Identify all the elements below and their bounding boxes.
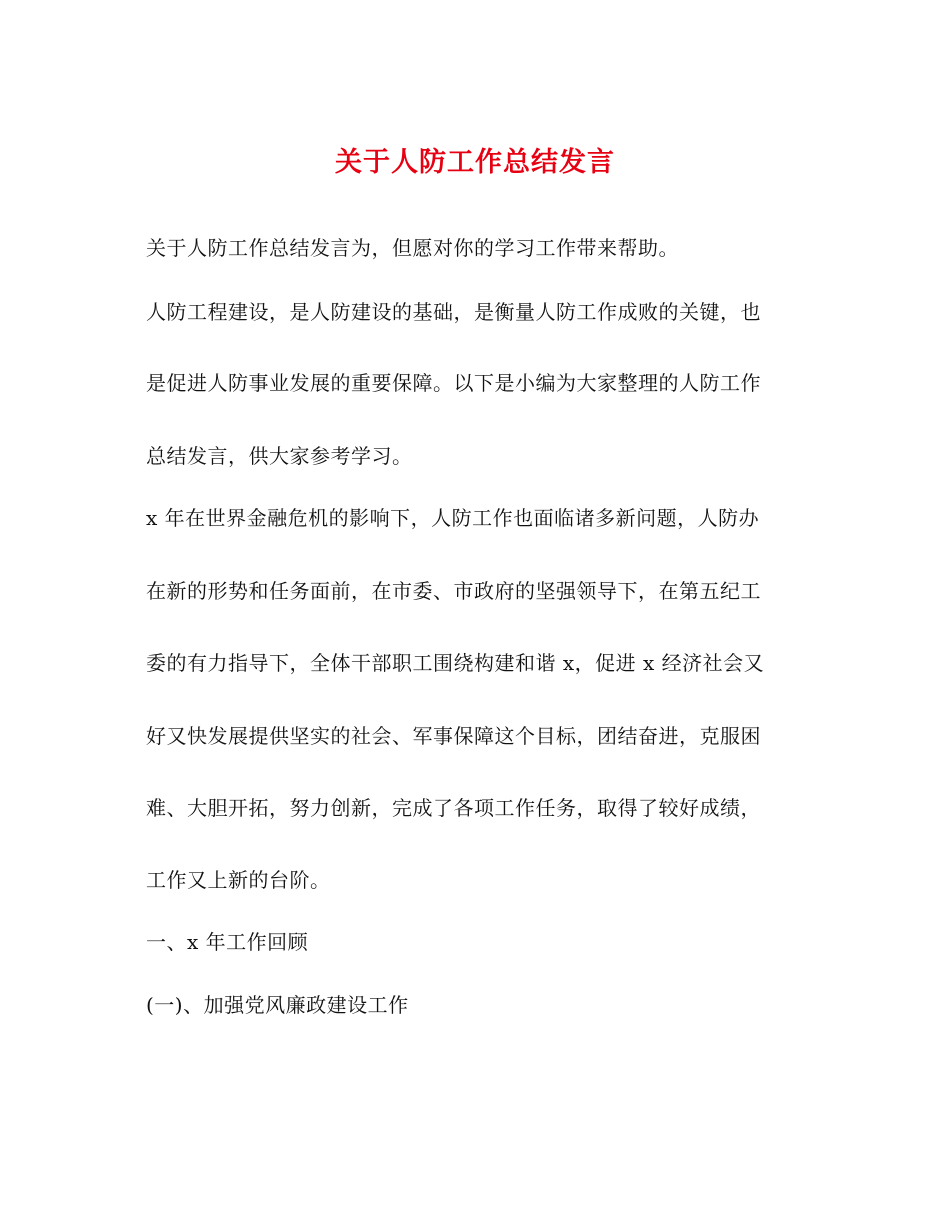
paragraph-line: x 年在世界金融危机的影响下，人防工作也面临诸多新问题，人防办 [146, 506, 760, 530]
paragraph-line: 总结发言，供大家参考学习。 [146, 444, 413, 468]
paragraph-line: 在新的形势和任务面前，在市委、市政府的坚强领导下，在第五纪工 [146, 579, 761, 603]
paragraph-line: 好又快发展提供坚实的社会、军事保障这个目标，团结奋进，克服困 [146, 724, 761, 748]
paragraph-line: 难、大胆开拓，努力创新，完成了各项工作任务，取得了较好成绩， [146, 796, 761, 820]
paragraph-line: 人防工程建设，是人防建设的基础，是衡量人防工作成败的关键，也 [146, 300, 761, 324]
section-heading: 一、x 年工作回顾 [146, 930, 309, 954]
document-title: 关于人防工作总结发言 [335, 147, 615, 178]
paragraph-line: 委的有力指导下，全体干部职工围绕构建和谐 x，促进 x 经济社会又 [146, 651, 765, 675]
subsection-heading: (一)、加强党风廉政建设工作 [146, 993, 409, 1017]
paragraph-line: 工作又上新的台阶。 [146, 868, 331, 892]
paragraph-line: 是促进人防事业发展的重要保障。以下是小编为大家整理的人防工作 [146, 371, 761, 395]
intro-line: 关于人防工作总结发言为，但愿对你的学习工作带来帮助。 [146, 236, 679, 260]
